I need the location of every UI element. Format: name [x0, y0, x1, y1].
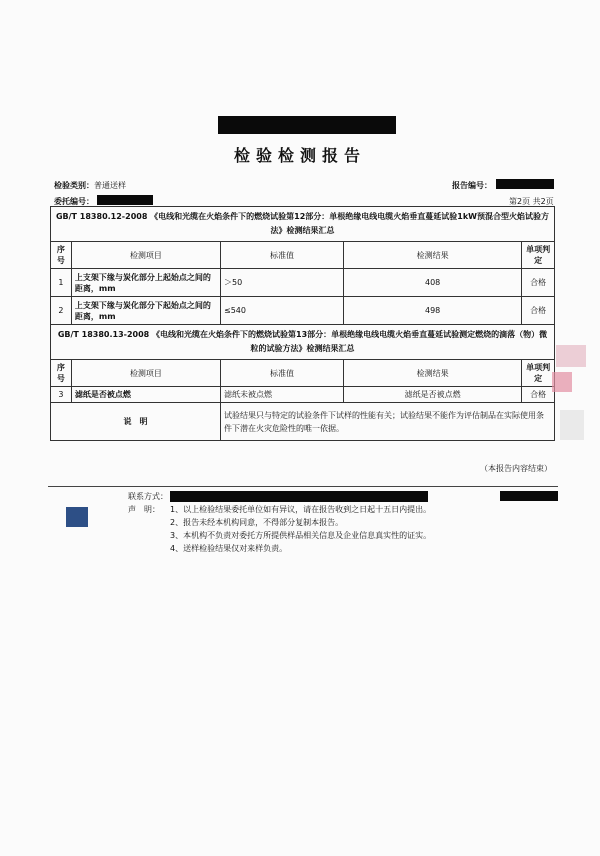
category-value: 普通送样	[94, 181, 126, 190]
statement-block	[128, 503, 431, 555]
col-judge: 单项判定	[522, 360, 555, 387]
row-no: 3	[51, 387, 72, 403]
redacted-client-no	[97, 195, 153, 205]
row-std: ＞50	[221, 269, 344, 297]
col-judge: 单项判定	[522, 242, 555, 269]
blurred-stamp	[552, 372, 572, 392]
contact-line	[128, 490, 168, 503]
note-row	[51, 403, 555, 441]
note-text: 试验结果只与特定的试验条件下试样的性能有关；试验结果不能作为评估制品在实际使用条件下潜在火灾危险性的唯一依据。	[221, 403, 555, 441]
statement-label: 声 明：	[128, 505, 160, 514]
col-std: 标准值	[221, 242, 344, 269]
table-header-row	[51, 360, 555, 387]
note-label: 说 明	[51, 403, 221, 441]
report-no-label: 报告编号：	[452, 181, 492, 190]
end-note: （本报告内容结束）	[480, 464, 552, 473]
row-result: 408	[343, 269, 521, 297]
report-title: 检验检测报告	[233, 146, 366, 165]
statement-item: 3、本机构不负责对委托方所提供样品相关信息及企业信息真实性的证实。	[170, 531, 432, 540]
redacted-report-no	[496, 179, 554, 189]
row-item: 上支架下缘与炭化部分上起始点之间的距离，mm	[71, 269, 220, 297]
table-row	[51, 297, 555, 325]
col-std: 标准值	[221, 360, 344, 387]
row-std: 滤纸未被点燃	[221, 387, 344, 403]
category-line	[54, 180, 126, 191]
results-table-1	[50, 206, 555, 441]
col-result: 检测结果	[343, 242, 521, 269]
row-result: 滤纸是否被点燃	[343, 387, 521, 403]
col-no: 序号	[51, 242, 72, 269]
col-result: 检测结果	[343, 360, 521, 387]
statement-item: 1、以上检验结果委托单位如有异议，请在报告收到之日起十五日内提出。	[170, 505, 432, 514]
statement-item: 2、报告未经本机构同意，不得部分复制本报告。	[170, 518, 344, 527]
footer-divider	[48, 486, 558, 487]
row-judge: 合格	[522, 387, 555, 403]
statement-item: 4、送样检验结果仅对来样负责。	[170, 544, 288, 553]
row-judge: 合格	[522, 297, 555, 325]
section2-heading: GB/T 18380.13-2008 《电线和光缆在火焰条件下的燃烧试验第13部分：单根绝缘电线电缆火焰垂直蔓延试验测定燃烧的滴落（物）微粒的试验方法》检测结果汇总	[51, 325, 555, 360]
row-judge: 合格	[522, 269, 555, 297]
page-indicator: 第2页 共2页	[509, 197, 554, 206]
row-result: 498	[343, 297, 521, 325]
col-no: 序号	[51, 360, 72, 387]
redacted-contact	[170, 491, 428, 502]
table-row	[51, 387, 555, 403]
row-item: 上支架下缘与炭化部分下起始点之间的距离，mm	[71, 297, 220, 325]
row-item: 滤纸是否被点燃	[71, 387, 220, 403]
blurred-logo-mark	[66, 507, 88, 527]
report-no-line	[452, 180, 492, 191]
client-label: 委托编号：	[54, 197, 94, 206]
blurred-stamp	[556, 345, 586, 367]
table-header-row	[51, 242, 555, 269]
redacted-org-name	[218, 116, 396, 134]
category-label: 检验类别：	[54, 181, 94, 190]
blurred-stamp	[560, 410, 584, 440]
section1-heading: GB/T 18380.12-2008 《电线和光缆在火焰条件下的燃烧试验第12部分：单根绝缘电线电缆火焰垂直蔓延试验1kW预混合型火焰试验方法》检测结果汇总	[51, 207, 555, 242]
col-item: 检测项目	[71, 360, 220, 387]
row-no: 2	[51, 297, 72, 325]
row-no: 1	[51, 269, 72, 297]
table-row	[51, 269, 555, 297]
row-std: ≤540	[221, 297, 344, 325]
contact-label: 联系方式：	[128, 492, 168, 501]
col-item: 检测项目	[71, 242, 220, 269]
redacted-contact-extra	[500, 491, 558, 501]
